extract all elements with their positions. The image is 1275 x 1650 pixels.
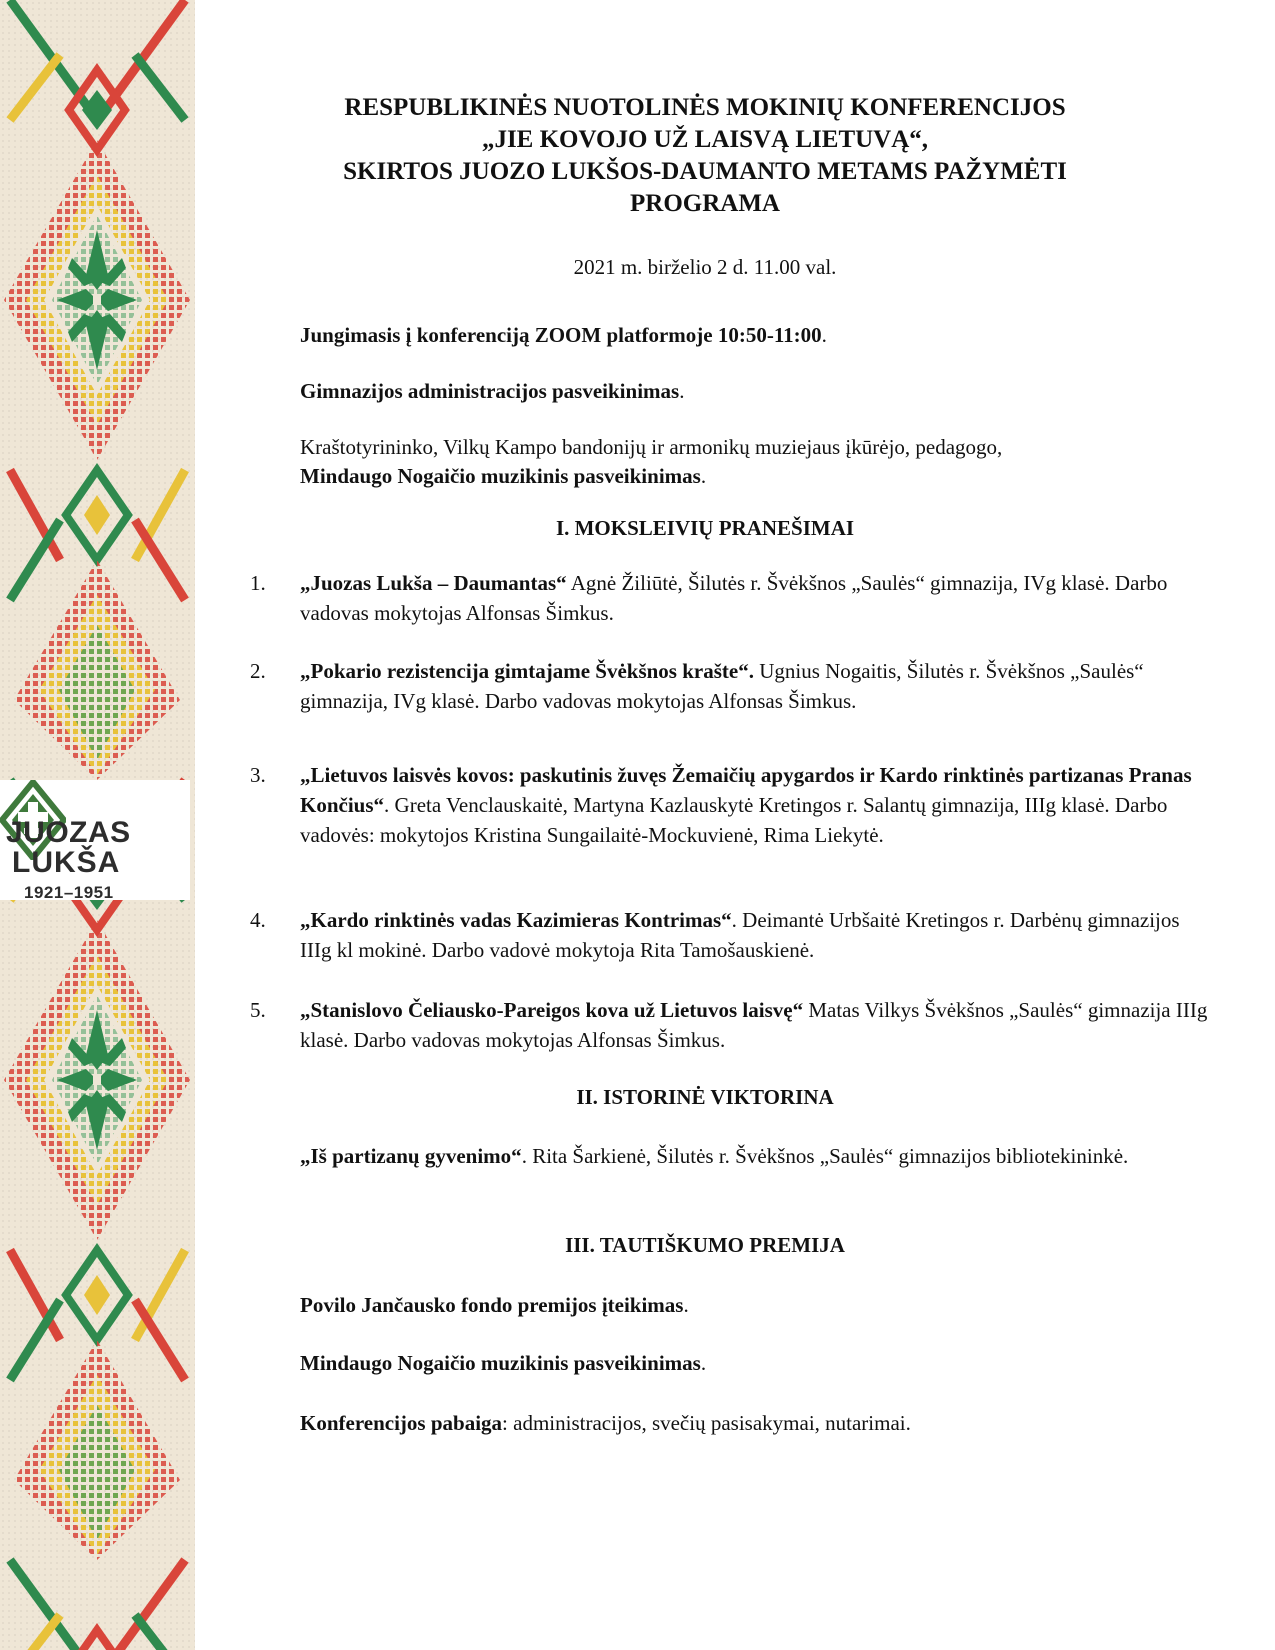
music-greeting xyxy=(300,433,1200,491)
logo-name-line1: JUOZAS xyxy=(6,816,131,849)
list-item xyxy=(250,760,1210,850)
item-details: . Deimantė Urbšaitė Kretingos r. Darbėnų gimnazijos IIIg kl mokinė. Darbo vadovė mokytoja Rita Tamošauskienė. xyxy=(300,908,1180,962)
music-bold: Mindaugo Nogaičio muzikinis pasveikinimas xyxy=(300,464,701,488)
end-tail: : administracijos, svečių pasisakymai, nutarimai. xyxy=(502,1411,911,1435)
list-item xyxy=(250,656,1210,716)
award-bold: Povilo Jančausko fondo premijos įteikimas xyxy=(300,1293,684,1317)
quiz-details: . Rita Šarkienė, Šilutės r. Švėkšnos „Saulės“ gimnazijos bibliotekininkė. xyxy=(521,1144,1129,1168)
program-title xyxy=(235,92,1175,220)
item-details: Ugnius Nogaitis, Šilutės r. Švėkšnos „Saulės“ gimnazija, IVg klasė. Darbo vadovas mokytojas Alfonsas Šimkus. xyxy=(300,659,1144,713)
section-heading-quiz: II. ISTORINĖ VIKTORINA xyxy=(576,1085,834,1109)
item-title: „Lietuvos laisvės kovos: paskutinis žuvęs Žemaičių apygardos ir Kardo rinktinės partizanas Pranas Končius“ xyxy=(300,763,1192,817)
title-line-3: SKIRTOS JUOZO LUKŠOS-DAUMANTO METAMS PAŽYMĖTI xyxy=(343,158,1067,185)
closing-music-bold: Mindaugo Nogaičio muzikinis pasveikinimas xyxy=(300,1351,701,1375)
closing-music-tail: . xyxy=(700,1351,707,1375)
admin-greeting xyxy=(300,377,1200,406)
join-notice xyxy=(300,321,1200,350)
end-bold: Konferencijos pabaiga xyxy=(300,1411,503,1435)
join-bold: Jungimasis į konferenciją ZOOM platformoje 10:50-11:00 xyxy=(300,323,822,347)
item-title: „Pokario rezistencija gimtajame Švėkšnos krašte“. xyxy=(300,659,754,683)
item-number: 5. xyxy=(250,998,266,1022)
item-title: „Kardo rinktinės vadas Kazimieras Kontrimas“ xyxy=(300,908,732,932)
closing-music-greeting xyxy=(300,1349,1200,1378)
item-title: „Juozas Lukša – Daumantas“ xyxy=(300,571,567,595)
item-details: Agnė Žiliūtė, Šilutės r. Švėkšnos „Saulės“ gimnazija, IVg klasė. Darbo vadovas mokytojas Alfonsas Šimkus. xyxy=(300,571,1168,625)
item-number: 3. xyxy=(250,763,266,787)
greeting-tail: . xyxy=(679,379,685,403)
music-tail: . xyxy=(700,464,707,488)
title-line-1: RESPUBLIKINĖS NUOTOLINĖS MOKINIŲ KONFERENCIJOS xyxy=(344,94,1066,121)
title-line-4: PROGRAMA xyxy=(630,190,780,217)
event-date: 2021 m. birželio 2 d. 11.00 val. xyxy=(573,255,837,279)
join-tail: . xyxy=(821,323,827,347)
list-item xyxy=(250,568,1210,628)
quiz-description xyxy=(300,1142,1200,1171)
section-heading-reports: I. MOKSLEIVIŲ PRANEŠIMAI xyxy=(555,516,855,540)
greeting-bold: Gimnazijos administracijos pasveikinimas xyxy=(300,379,680,403)
list-item xyxy=(250,995,1210,1055)
section-heading-award: III. TAUTIŠKUMO PREMIJA xyxy=(565,1233,845,1257)
logo-text xyxy=(6,818,131,901)
item-number: 2. xyxy=(250,659,266,683)
item-details: . Greta Venclauskaitė, Martyna Kazlauskytė Kretingos r. Salantų gimnazija, IIIg klasė. Darbo vadovės: mokytojos Kristina Sungailaitė-Mockuvienė, Rima Liekytė. xyxy=(300,793,1168,847)
award-presentation xyxy=(300,1291,1200,1320)
item-number: 4. xyxy=(250,908,266,932)
conference-end xyxy=(300,1409,1200,1438)
logo-years: 1921–1951 xyxy=(24,883,114,902)
award-tail: . xyxy=(683,1293,689,1317)
music-intro: Kraštotyrininko, Vilkų Kampo bandonijų ir armonikų muziejaus įkūrėjo, pedagogo, xyxy=(300,435,1003,459)
item-title: „Stanislovo Čeliausko-Pareigos kova už Lietuvos laisvę“ xyxy=(300,998,804,1022)
item-number: 1. xyxy=(250,571,266,595)
title-line-2: „JIE KOVOJO UŽ LAISVĄ LIETUVĄ“, xyxy=(481,126,929,153)
logo-name-line2: LUKŠA xyxy=(12,846,121,879)
item-details: Matas Vilkys Švėkšnos „Saulės“ gimnazija IIIg klasė. Darbo vadovas mokytojas Alfonsas Šimkus. xyxy=(300,998,1208,1052)
folk-pattern-band xyxy=(0,0,195,1650)
juozas-luksa-logo xyxy=(0,780,190,900)
quiz-title: „Iš partizanų gyvenimo“ xyxy=(300,1144,522,1168)
list-item xyxy=(250,905,1210,965)
